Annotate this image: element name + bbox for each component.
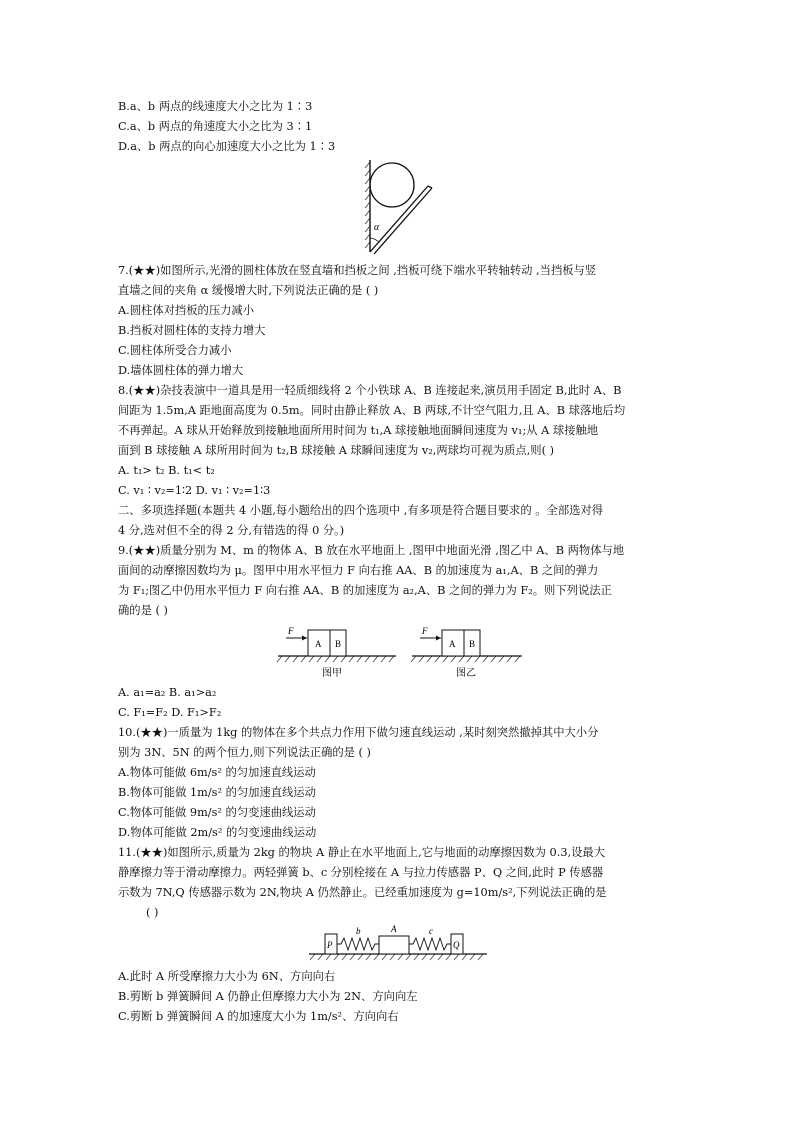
block-a-q11-label: A bbox=[391, 924, 397, 934]
q9-stem-line-3: 为 F₁;图乙中仍用水平恒力 F 向右推 AA、B 的加速度为 a₂,A、B 之间的弹力为 F₂。则下列说法正 bbox=[118, 584, 612, 597]
q8-options-ab: A. t₁> t₂ B. t₁< t₂ bbox=[118, 464, 215, 477]
spring-b bbox=[337, 938, 379, 950]
q10-option-d: D.物体可能做 2m/s² 的匀变速曲线运动 bbox=[118, 826, 317, 839]
force-label-jia: F bbox=[288, 626, 294, 636]
q8-stem-line-2: 间距为 1.5m,A 距地面高度为 0.5m。同时由静止释放 A、B 两球,不计空气阻力,且 A、B 球落地后均 bbox=[118, 404, 626, 417]
q6-option-d: D.a、b 两点的向心加速度大小之比为 1∶3 bbox=[118, 140, 336, 153]
q11-stem-line-3: 示数为 7N,Q 传感器示数为 2N,物块 A 仍然静止。已经重加速度为 g=10m/s²,下列说法正确的是 bbox=[118, 886, 607, 899]
caption-yi: 图乙 bbox=[456, 668, 476, 679]
q7-stem-line-1: 7.(★★)如图所示,光滑的圆柱体放在竖直墙和挡板之间 ,挡板可绕下端水平转轴转动 ,当挡板与竖 bbox=[118, 264, 597, 277]
angle-arc bbox=[370, 238, 379, 242]
q6-option-b: B.a、b 两点的线速度大小之比为 1∶3 bbox=[118, 100, 313, 113]
block-b-label-jia: B bbox=[335, 639, 342, 649]
block-a-label-jia: A bbox=[315, 639, 322, 649]
block-a-label-yi: A bbox=[449, 639, 456, 649]
q10-option-a: A.物体可能做 6m/s² 的匀加速直线运动 bbox=[118, 766, 316, 779]
q11-option-c: C.剪断 b 弹簧瞬间 A 的加速度大小为 1m/s²、方向向右 bbox=[118, 1010, 399, 1023]
q9-stem-line-2: 面间的动摩擦因数均为 μ。图甲中用水平恒力 F 向右推 AA、B 的加速度为 a₁,A、B 之间的弹力 bbox=[118, 564, 599, 577]
block-b-label-yi: B bbox=[469, 639, 476, 649]
q11-option-b: B.剪断 b 弹簧瞬间 A 仍静止但摩擦力大小为 2N、方向向左 bbox=[118, 990, 418, 1003]
q9-blocks-figure bbox=[276, 622, 528, 680]
q10-stem-line-1: 10.(★★)一质量为 1kg 的物体在多个共点力作用下做匀速直线运动 ,某时刻突然撤掉其中大小分 bbox=[118, 726, 599, 739]
sensor-q-label: Q bbox=[453, 940, 460, 950]
q7-option-d: D.墙体圆柱体的弹力增大 bbox=[118, 364, 244, 377]
q9-options-cd: C. F₁=F₂ D. F₁>F₂ bbox=[118, 706, 222, 719]
q11-option-a: A.此时 A 所受摩擦力大小为 6N、方向向右 bbox=[118, 970, 336, 983]
sensor-p-label: P bbox=[327, 940, 333, 950]
section-2-title-line-1: 二、多项选择题(本题共 4 小题,每小题给出的四个选项中 ,有多项是符合题目要求的 。全部选对得 bbox=[118, 504, 604, 517]
spring-b-label: b bbox=[356, 926, 361, 936]
q8-options-cd: C. v₁ ∶ v₂=1∶2 D. v₁ ∶ v₂=1∶3 bbox=[118, 484, 271, 497]
section-2-title-line-2: 4 分,选对但不全的得 2 分,有错选的得 0 分。) bbox=[118, 524, 345, 537]
q9-stem-line-4: 确的是 ( ) bbox=[118, 604, 168, 617]
q8-stem-line-4: 面到 B 球接触 A 球所用时间为 t₂,B 球接触 A 球瞬间速度为 v₂,两球均可视为质点,则( ) bbox=[118, 444, 555, 457]
q6-option-c: C.a、b 两点的角速度大小之比为 3∶1 bbox=[118, 120, 313, 133]
force-label-yi: F bbox=[422, 626, 428, 636]
q9-options-ab: A. a₁=a₂ B. a₁>a₂ bbox=[118, 686, 217, 699]
wall-hatching bbox=[365, 162, 370, 248]
angle-label: α bbox=[374, 222, 380, 233]
q11-spring-figure bbox=[305, 922, 491, 964]
q8-stem-line-3: 不再弹起。A 球从开始释放到接触地面所用时间为 t₁,A 球接触地面瞬间速度为 v₁;从 A 球接触地 bbox=[118, 424, 599, 437]
q11-stem-line-2: 静摩擦力等于滑动摩擦力。两轻弹簧 b、c 分别栓接在 A 与拉力传感器 P、Q 之间,此时 P 传感器 bbox=[118, 866, 604, 879]
baffle-board-edge bbox=[374, 188, 432, 254]
q7-option-c: C.圆柱体所受合力减小 bbox=[118, 344, 232, 357]
spring-c-label: c bbox=[429, 926, 433, 936]
q11-stem-line-1: 11.(★★)如图所示,质量为 2kg 的物块 A 静止在水平地面上,它与地面的动摩擦因数为 0.3,设最大 bbox=[118, 846, 605, 859]
q9-stem-line-1: 9.(★★)质量分别为 M、m 的物体 A、B 放在水平地面上 ,图甲中地面光滑 ,图乙中 A、B 两物体与地 bbox=[118, 544, 625, 557]
caption-jia: 图甲 bbox=[322, 668, 342, 679]
q7-option-b: B.挡板对圆柱体的支持力增大 bbox=[118, 324, 266, 337]
q11-stem-line-4: ( ) bbox=[146, 906, 159, 919]
q7-cylinder-figure bbox=[362, 158, 442, 256]
figure-jia bbox=[277, 626, 396, 679]
q7-stem-line-2: 直墙之间的夹角 α 缓慢增大时,下列说法正确的是 ( ) bbox=[118, 284, 379, 297]
spring-c bbox=[409, 938, 451, 950]
q8-stem-line-1: 8.(★★)杂技表演中一道具是用一轻质细线将 2 个小铁球 A、B 连接起来,演员用手固定 B,此时 A、B bbox=[118, 384, 622, 397]
block-a-q11 bbox=[379, 936, 409, 954]
q10-option-c: C.物体可能做 9m/s² 的匀变速曲线运动 bbox=[118, 806, 316, 819]
q7-option-a: A.圆柱体对挡板的压力减小 bbox=[118, 304, 255, 317]
q10-stem-line-2: 别为 3N、5N 的两个恒力,则下列说法正确的是 ( ) bbox=[118, 746, 371, 759]
figure-yi bbox=[411, 626, 522, 679]
cylinder bbox=[370, 163, 414, 207]
q10-option-b: B.物体可能做 1m/s² 的匀加速直线运动 bbox=[118, 786, 316, 799]
